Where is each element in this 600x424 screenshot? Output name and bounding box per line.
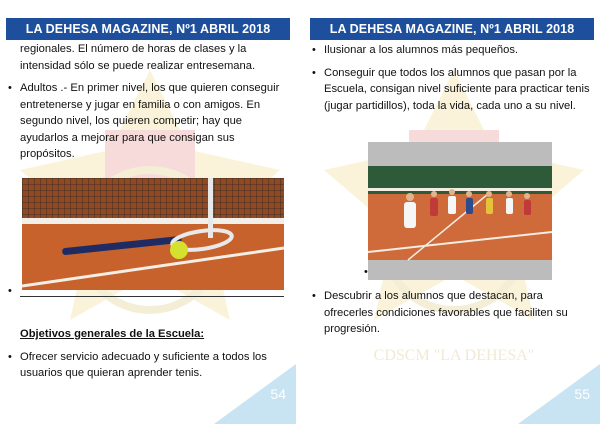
list-item-text: Adultos .- En primer nivel, los que quieren conseguir entretenerse y jugar en familia o con amigos. En segundo nivel, los quieren competir; hay que ayudarlos a mejorar para que consigan sus propósitos. bbox=[20, 82, 280, 160]
bullet-marker: • bbox=[312, 290, 316, 302]
magazine-page-left bbox=[0, 0, 296, 424]
list-item bbox=[8, 80, 288, 163]
list-item bbox=[312, 42, 592, 59]
page-number: 55 bbox=[574, 386, 590, 402]
watermark-text: CDSCM "LA DEHESA" bbox=[373, 347, 535, 364]
tennis-class-photo bbox=[368, 142, 552, 280]
racket-ball-photo bbox=[22, 178, 284, 290]
list-item-text: Descubrir a los alumnos que destacan, para ofrecerles condiciones favorables que faciliten su progresión. bbox=[324, 290, 568, 335]
right-text-block-lower bbox=[312, 288, 592, 344]
page-header: LA DEHESA MAGAZINE, Nº1 ABRIL 2018 bbox=[6, 18, 290, 40]
continuation-paragraph: regionales. El número de horas de clases y la intensidad sólo se puede realizar entresemana. bbox=[20, 43, 256, 72]
page-header: LA DEHESA MAGAZINE, Nº1 ABRIL 2018 bbox=[310, 18, 594, 40]
list-item bbox=[312, 288, 592, 338]
list-item-text: Conseguir que todos los alumnos que pasan por la Escuela, consigan nivel suficiente para practicar tenis (jugar partidillos), toda la vida, cada uno a su nivel. bbox=[324, 66, 590, 112]
bullet-marker: • bbox=[8, 82, 12, 94]
bullet-marker: • bbox=[364, 266, 368, 278]
bullet-marker: • bbox=[8, 350, 12, 363]
divider bbox=[20, 296, 284, 297]
list-item-text: Ilusionar a los alumnos más pequeños. bbox=[324, 44, 519, 56]
bullet-marker: • bbox=[312, 44, 316, 56]
left-text-block bbox=[8, 41, 288, 169]
bullet-marker: • bbox=[8, 285, 12, 297]
magazine-page-right bbox=[304, 0, 600, 424]
section-title: Objetivos generales de la Escuela: bbox=[20, 328, 205, 340]
photo-caption-bullet bbox=[8, 283, 288, 300]
right-text-block bbox=[312, 42, 592, 120]
list-item-text: Ofrecer servicio adecuado y suficiente a todos los usuarios que quieran aprender tenis. bbox=[20, 350, 267, 379]
bullet-marker: • bbox=[312, 66, 316, 79]
page-number: 54 bbox=[270, 386, 286, 402]
list-item bbox=[312, 65, 592, 115]
photo-caption-bullet bbox=[364, 264, 592, 281]
